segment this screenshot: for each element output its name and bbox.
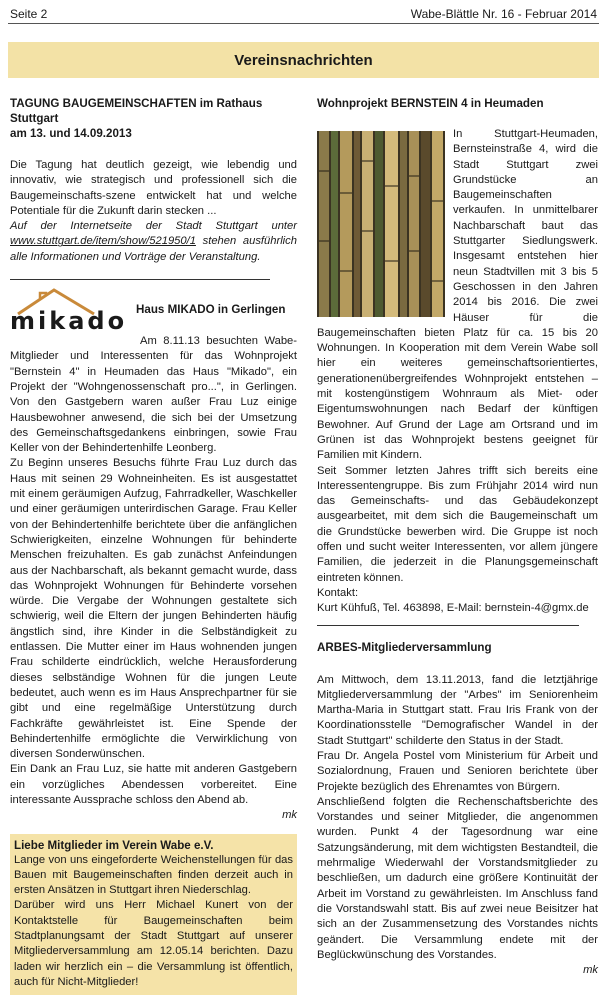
tagung-title-1: TAGUNG BAUGEMEINSCHAFTEN im Rathaus Stuttgart [10, 97, 263, 125]
member-notice-p1: Lange von uns eingeforderte Weichenstellungen für das Bauen mit Baugemeinschaften finden derzeit auch in ersten Ansätzen in Stuttgart ihren Niederschlag. [14, 853, 293, 897]
bamboo-photo-icon [317, 131, 445, 317]
member-notice-p2: Darüber wird uns Herr Michael Kunert von der Kontaktstelle für Baugemeinschaften beim Stadtplanungsamt der Stadt Stuttgart auf unserer Mitgliederversammlung am 12.05.14 berichten. Dazu laden wir herzlich ein – die Versammlung ist öffentlich, auch für Nicht-Mitglieder! [14, 899, 293, 988]
section-title: Vereinsnachrichten [234, 51, 373, 69]
tagung-body: Die Tagung hat deutlich gezeigt, wie lebendig und innovativ, wie strategisch und professionell sich die Baugemeinschafts-szene entwickelt hat und welche Potentiale für die Zukunft darin stecken ... [10, 159, 297, 217]
issue-info: Wabe-Blättle Nr. 16 - Februar 2014 [410, 7, 597, 21]
arbes-title: ARBES-Mitgliederversammlung [317, 640, 492, 654]
tagung-title-2: am 13. und 14.09.2013 [10, 127, 132, 140]
page-header [8, 6, 599, 24]
arbes-p1: Am Mittwoch, dem 13.11.2013, fand die letztjährige Mitgliederversammlung der "Arbes" im Seniorenheim Martha-Maria in Stuttgart statt. Frau Iris Frank von der Koordinationsstelle "Demografischer Wandel in der Stadt Stuttgart" schilderte den Status in der Stadt. [317, 673, 598, 747]
mikado-p3: Ein Dank an Frau Luz, sie hatte mit anderen Gastgebern ein vorzügliches Abendessen vorbereitet. Eine interessante Aussprache schloss den Abend ab. [10, 763, 297, 806]
left-column [10, 96, 297, 995]
divider [317, 625, 579, 626]
mikado-signature: mk [282, 809, 297, 822]
arbes-p2: Frau Dr. Angela Postel vom Ministerium für Arbeit und Sozialordnung, Frauen und Senioren berichtete über Projekte bezüglich des Ehrenamtes von Bürgern. [317, 749, 598, 793]
bernstein-contact-label: Kontakt: [317, 586, 359, 599]
arbes-p3: Anschließend folgten die Rechenschaftsberichte des Vorstandes und seiner Mitglieder, die angenommen wurden. Punkt 4 der Tagesordnung war eine Satzungsänderung, mit dem wichtigsten Bestandteil, die mehrmalige Wiederwahl der Vorstandsmitglieder zu beschließen, um dadurch eine größere Kontinuität der Arbeit im Vorstand zu gewährleisten. Im Anschluss fand die Vorstandswahl statt. Bis auf zwei neue Beisitzer hat sich an der Zusammensetzung des Vorstandes nichts geändert. Die Versammlung endete mit der Beglückwünschung des Vorstandes. [317, 795, 598, 961]
member-notice-box [10, 834, 297, 995]
divider [10, 279, 270, 280]
bernstein-p1: In Stuttgart-Heumaden, Bernsteinstraße 4, wird die Stadt Stuttgart zwei Grundstücke an Baugemeinschaften verkaufen. In unmittelbarer Nachbarschaft baut das Stuttgarter Siedlungswerk. Insgesamt entstehen hier neun Stadtvillen mit 3 bis 5 Geschossen in den Jahren 2014 bis 2016. Die zwei Häuser für die Baugemeinschaften bieten Platz für ca. 15 bis 20 Wohnungen. In Kooperation mit dem Verein Wabe soll hier ein weiteres gemeinschaftsorientiertes, generationenübergreifendes Wohnprojekt entstehen – mit kostengünstigem Wohnraum als Miet- oder Eigentumswohnungen nach Bedarf der künftigen Bewohner. Auf Grund der Lage am Ortsrand und im Grünen ist das Wohnprojekt bestens geeignet für Familien mit Kindern. [317, 128, 598, 462]
right-column [317, 96, 598, 978]
member-notice-title: Liebe Mitglieder im Verein Wabe e.V. [14, 838, 214, 852]
bernstein-contact: Kurt Kühfuß, Tel. 463898, E-Mail: bernstein-4@gmx.de [317, 602, 589, 615]
section-banner [8, 42, 599, 78]
page-number: Seite 2 [10, 7, 48, 21]
mikado-logo [10, 284, 128, 348]
bernstein-p2: Seit Sommer letzten Jahres trifft sich bereits eine Interessentengruppe. Bis zum Frühjahr 2014 wird nun das Gemeinschafts- und das Gebäudekonzept ausgearbeitet, mit dem sich die Baugemeinschaft um die Grundstücke bewerben wird. Die Gruppe ist noch offen und sucht weiter Interessenten, vor allem jüngere Familien, die jederzeit in die Planungsgemeinschaft eintreten können. [317, 464, 598, 584]
tagung-link[interactable]: www.stuttgart.de/item/show/521950/1 [10, 235, 196, 248]
mikado-title: Haus MIKADO in Gerlingen [136, 303, 286, 317]
mikado-p1: Am 8.11.13 besuchten Wabe-Mitglieder und Interessenten für das Wohnprojekt "Bernstein 4" in Heumaden das Haus "Mikado", ein Projekt der "Wohngenossenschaft pro...", in Gerlingen. Von den Gastgebern waren außer Frau Luz einige Hausbewohner anwesend, die sich bei der Umsetzung des Gemeinschaftsgedankens einbringen, sowie Frau Keller von der Behindertenhilfe Leonberg. [10, 335, 297, 455]
bernstein-title: Wohnprojekt BERNSTEIN 4 in Heumaden [317, 97, 544, 110]
mikado-logo-text: mikado [10, 307, 128, 336]
arbes-signature: mk [583, 964, 598, 977]
mikado-p2: Zu Beginn unseres Besuchs führte Frau Luz durch das Haus mit seinen 29 Wohneinheiten. Es ist ausgestattet mit einem geräumigen Aufzug, Fahrradkeller, Waschkeller und einer geräumigen unterirdischen Garage. Frau Keller von der Behindertenhilfe berichtete über die anfänglichen Schwierigkeiten, einzelne Wohnungen für behinderte Menschen freizuhalten. Es gab zunächst Anfeindungen aus der Nachbarschaft, als bekannt gemacht wurde, dass das Wohnprojekt Wohnungen für Behinderte vorsehen würde. Die Vergabe der Wohnungen gestaltete sich schwierig, weil die Eltern der jungen Behinderten häufig ängstlich sind, ihre Kinder in die Selbständigkeit zu entlassen. Die Mutter einer im Haus wohnenden jungen Frau schilderte eindrücklich, welche Herausforderung dieses selbständige Wohnen für die jungen Leute bedeutet, auch wenn es im Haus Ansprechpartner für sie gibt und eine regelmäßige Unterstützung durch Fachkräfte gewährleistet ist. Eine Spende der Behindertenhilfe ermöglichte die Verwirklichung von diversen Sonderwünschen. [10, 457, 297, 761]
tagung-link-paragraph: Auf der Internetseite der Stadt Stuttgart unter www.stuttgart.de/item/show/521950/1 stehen ausführlich alle Informationen und Vorträge der Veranstaltung. [10, 220, 297, 263]
